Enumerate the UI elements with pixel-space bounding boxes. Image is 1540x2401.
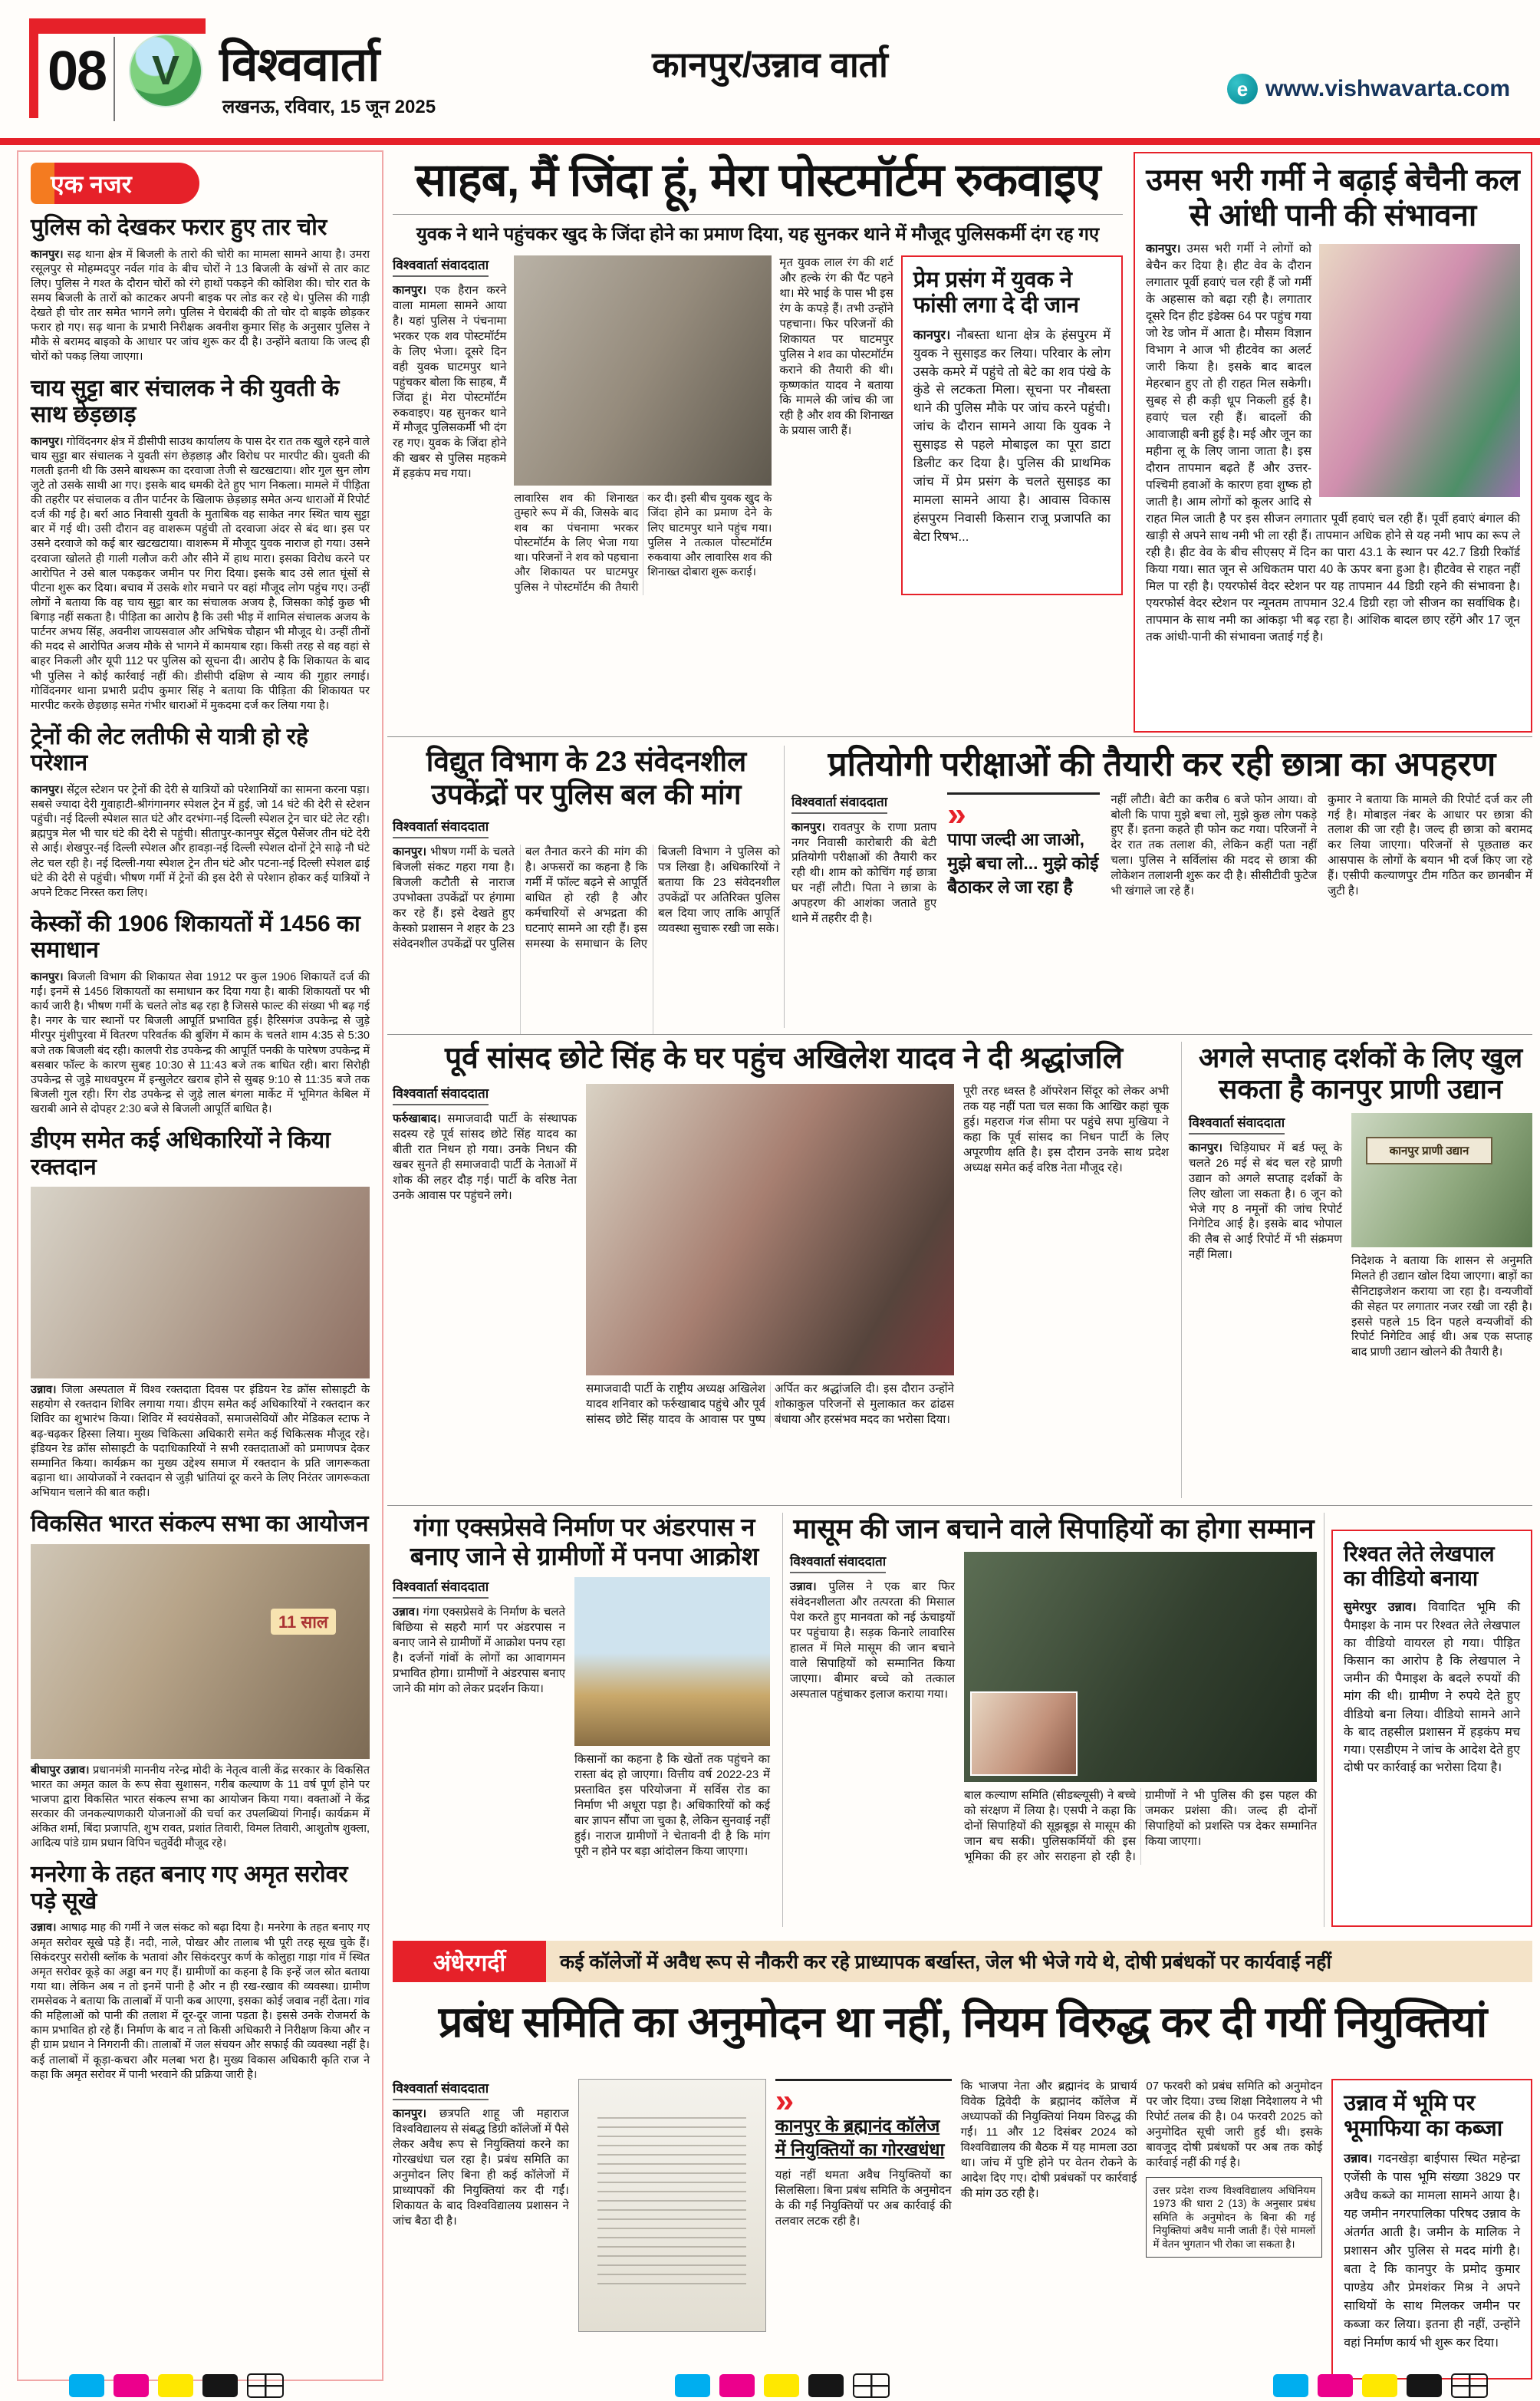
- story-col-3: [963, 1084, 1169, 1428]
- body-text: बाल कल्याण समिति (सीडब्ल्यूसी) ने बच्चे को संरक्षण में लिया है। एसपी ने कहा कि दोनों सिपाहियों की सूझबूझ से मासूम की जान बच सकी। पुलिसकर्मियों की इस भूमिका की हर ओर सराहना हो रही है। ग्रामीणों ने भी पुलिस की इस पहल की जमकर प्रशंसा की। जल्द ही दोनों सिपाहियों को प्रशस्ति पत्र देकर सम्मानित किया जाएगा।: [964, 1789, 1317, 1864]
- dateline: कानपुर।: [913, 328, 951, 342]
- brief-article: [31, 911, 370, 1117]
- body-text: [790, 1579, 955, 1702]
- left-briefs-column: [17, 150, 383, 2381]
- body-text: [1344, 1599, 1520, 1777]
- body-text: उमस भरी गर्मी ने लोगों को बेचैन कर दिया है। हीट वेव के दौरान लगातार पूर्वी हवाएं चल रही हैं जो गर्मी के अहसास को बढ़ा रही है। लगातार दूसरे दिन हीट इंडेक्स 64 पर पहुंच गया जो रेड जोन में आता है। मौसम विज्ञान विभाग ने आज भी हीटवेव का अलर्ट जारी किया है। इसके बाद बादल मेहरबान हुए तो ही राहत मिल सकेगी। सुबह से ही कड़ी धूप निकली हुई है। हवाएं चल रही हैं। बादलों की आवाजाही बनी हुई है। मई और जून का महीना लू के लिए जाना जाता है। इस दौरान तापमान बढ़ते हैं और उत्तर-पश्चिमी हवाओं के कारण हवा शुष्क हो जाती है। आम लोगों को कूलर आदि से राहत मिल जाती है पर इस सीजन लगातार पूर्वी हवाएं चल रही हैं। पूर्वी हवाएं बंगाल की खाड़ी से अपने साथ नमी भी ला रही हैं। तापमान अधिक होने से यह नमी भाप का रूप ले रही है। हीट वेव के बीच सीएसए में दिन का पारा 43.1 के स्थान पर 42.7 डिग्री रिकॉर्ड किया गया। सात जून से अधिकतम पारा 40 के ऊपर बना हुआ है। हीटवेव से राहत नहीं मिल पा रही है। एयरफोर्स वेदर स्टेशन पर यह तापमान 44 डिग्री रहने की संभावना है। एयरफोर्स वेदर स्टेशन पर न्यूनतम तापमान 32.4 डिग्री रहा जो सीजन का सर्वाधिक है। तापमान के साथ नमी का आंकड़ा भी बढ़ रहा है। आंशिक बादल छाए रहेंगे और 17 जून तक आंधी-पानी की संभावना जताई गई है।: [1146, 242, 1520, 644]
- pull-quote-head: » कानपुर के ब्रह्मानंद कॉलेज में नियुक्तियों का गोरखधंधा: [775, 2116, 945, 2160]
- brief-title: डीएम समेत कई अधिकारियों ने किया रक्तदान: [31, 1128, 331, 1180]
- rescued-child-photo: [970, 1691, 1078, 1776]
- body-text: नहीं लौटी। बेटी का करीब 6 बजे फोन आया। वो बोली कि पापा मुझे बचा लो, मुझे कुछ लोग पकड़े हुए हैं। इतना कहते ही फोन कट गया। परिजनों ने देर रात तक तलाश की, लेकिन कहीं पता नहीं चला। पुलिस ने सर्विलांस की मदद से छात्रा की लोकेशन तलाशनी शुरू कर दी है। सीसीटीवी फुटेज भी खंगाले जा रहे हैं।: [1111, 792, 1318, 898]
- yellow-swatch-icon: [158, 2374, 193, 2397]
- appointment-letter-photo: [578, 2079, 766, 2332]
- byline: विश्ववार्ता संवाददाता: [1189, 1113, 1285, 1135]
- lead-story: [393, 153, 1123, 595]
- body-text: [1344, 2150, 1520, 2353]
- globe-icon: [1227, 74, 1258, 104]
- briefs-badge: एक नजर: [31, 163, 199, 204]
- byline: विश्ववार्ता संवाददाता: [393, 1084, 489, 1105]
- dateline: उन्नाव।: [31, 1384, 57, 1397]
- body-text: गदनखेड़ा बाईपास स्थित महेन्द्रा एजेंसी के पास भूमि संख्या 3829 पर अवैध कब्जे का मामला सामने आया है। यह जमीन नगरपालिका परिषद उन्नाव के अंतर्गत आती है। जमीन के मालिक ने प्रशासन और पुलिस से मदद मांगी है। बता दे कि कानपुर के प्रमोद कुमार पाण्डेय और प्रेमशंकर मिश्र ने अपने साथियों के साथ मिलकर जमीन पर कब्जा कर लिया। इतना ही नहीं, उन्होंने वहां निर्माण कार्य भी शुरू कर दिया।: [1344, 2152, 1520, 2350]
- kicker-strip: [393, 1941, 1532, 1982]
- dateline: उन्नाव।: [393, 1605, 420, 1619]
- yellow-swatch-icon: [1362, 2374, 1397, 2397]
- brief-body: [31, 783, 370, 901]
- heatwave-street-photo: [1319, 244, 1520, 497]
- masthead-title: विश्ववार्ता: [219, 38, 380, 91]
- weather-story: [1134, 152, 1532, 733]
- brief-article: [31, 215, 370, 365]
- story-col-1: [790, 1552, 955, 1865]
- kidnapping-story: [791, 746, 1532, 927]
- black-swatch-icon: [202, 2374, 238, 2397]
- dateline: उन्नाव।: [31, 1922, 57, 1935]
- body-text: किसानों का कहना है कि खेतों तक पहुंचने का रास्ता बंद हो जाएगा। वित्तीय वर्ष 2022-23 में प्रस्तावित इस परियोजना में सर्विस रोड का निर्माण भी अधूरा पड़ा है। अधिकारियों को कई बार ज्ञापन सौंपा जा चुका है, लेकिन सुनवाई नहीं हुई। नाराज ग्रामीणों ने चेतावनी दी है कि मांग पूरी न होने पर बड़ा आंदोलन किया जाएगा।: [574, 1752, 770, 1858]
- brief-article: [31, 1128, 370, 1500]
- body-text: नौबस्ता थाना क्षेत्र के हंसपुरम में युवक ने सुसाइड कर लिया। परिवार के लोग उसके कमरे में पहुंचे तो बेटे का शव पंखे के कुंडे से लटकता मिला। सूचना पर नौबस्ता थाने की पुलिस मौके पर जांच करने पहुंची। जांच के दौरान सामने आया कि युवक ने सुसाइड से पहले मोबाइल का पूरा डाटा डिलीट कर दिया है। पुलिस की प्राथमिक जांच में प्रेम प्रसंग के चलते सुसाइड का मामला सामने आया है। आवास विकास हंसपुरम निवासी किसान राजू प्रजापति का बेटा रिषभ...: [913, 328, 1111, 544]
- box-headline: प्रेम प्रसंग में युवक ने फांसी लगा दे दी जान: [913, 268, 1079, 318]
- byline: विश्ववार्ता संवाददाता: [790, 1552, 886, 1573]
- sankalp-sabha-photo: [31, 1544, 370, 1759]
- column-divider: [1181, 1042, 1182, 1498]
- brief-body: [31, 1921, 370, 2082]
- body-text: चिड़ियाघर में बर्ड फ्लू के चलते 26 मई से बंद चल रहे प्राणी उद्यान को अगले सप्ताह दर्शकों के लिए खोला जा सकता है। 6 जून को भेजे गए 8 नमूनों की जांच रिपोर्ट निगेटिव आई है। इसके बाद भोपाल की लैब से आई रिपोर्ट में भी संक्रमण नहीं मिला।: [1189, 1141, 1343, 1262]
- dateline: कानपुर।: [791, 820, 826, 834]
- land-mafia-box: [1331, 2079, 1532, 2380]
- body-text: विवादित भूमि की पैमाइश के नाम पर रिश्वत लेते लेखपाल का वीडियो वायरल हो गया। पीड़ित किसान का आरोप है कि लेखपाल ने जमीन की पैमाइश के बदले रुपयों की मांग की थी। ग्रामीण ने रुपये देते हुए वीडियो बना लिया। वीडियो सामने आने के बाद तहसील प्रशासन में हड़कंप मच गया। एसडीएम ने जांच के आदेश देते हुए दोषी पर कार्रवाई का भरोसा दिया है।: [1344, 1601, 1521, 1775]
- story-col-2: [1111, 792, 1317, 927]
- body-text: समाजवादी पार्टी के राष्ट्रीय अध्यक्ष अखिलेश यादव शनिवार को फर्रुखाबाद पहुंचे और पूर्व सांसद छोटे सिंह यादव के आवास पर पुष्प अर्पित कर श्रद्धांजलि दी। इस दौरान उन्होंने शोकाकुल परिजनों से मुलाकात कर ढांढस बंधाया और हरसंभव मदद का भरोसा दिया।: [586, 1382, 954, 1426]
- dateline: कानपुर।: [31, 970, 64, 983]
- story-col-3: [961, 2079, 1137, 2380]
- byline: विश्ववार्ता संवाददाता: [393, 1577, 489, 1599]
- band-divider: [387, 736, 1532, 737]
- cyan-swatch-icon: [1273, 2374, 1308, 2397]
- pull-quote: [775, 2079, 952, 2380]
- dateline: कानपुर।: [1146, 242, 1181, 255]
- dateline: कानपुर।: [1189, 1141, 1223, 1154]
- body-text: जिला अस्पताल में विश्व रक्तदाता दिवस पर इंडियन रेड क्रॉस सोसाइटी के सहयोग से रक्तदान शिविर लगाया गया। डीएम समेत कई अधिकारियों ने रक्तदान कर शिविर का शुभारंभ किया। शिविर में स्वयंसेवकों, समाजसेवियों और मेडिकल स्टाफ ने बढ़-चढ़कर हिस्सा लिया। मुख्य चिकित्सा अधिकारी समेत कई चिकित्सक मौजूद रहे। इंडियन रेड क्रॉस सोसाइटी के पदाधिकारियों ने सभी रक्तदाताओं को प्रमाणपत्र देकर सम्मानित किया। कार्यक्रम का मुख्य उद्देश्य समाज में रक्तदान के प्रति जागरूकता बढ़ाना था। आयोजकों ने रक्तदान से जुड़ी भ्रांतियां दूर करने के लिए निरंतर जागरूकता अभियान चलाने की बात कही।: [31, 1384, 370, 1499]
- logo-letter: V: [151, 48, 180, 94]
- power-substations-story: [393, 746, 780, 1035]
- dateline: कानपुर।: [31, 248, 64, 261]
- body-text: पुलिस ने एक बार फिर संवेदनशीलता और तत्परता की मिसाल पेश करते हुए मानवता को नई ऊंचाइयों पर पहुंचाया है। सड़क किनारे लावारिस हालत में मिले मासूम की जान बचाने वाले सिपाहियों को सम्मानित किया जाएगा। बीमार बच्चे को तत्काल अस्पताल पहुंचाकर इलाज कराया गया।: [790, 1580, 955, 1701]
- brief-title: केस्कों की 1906 शिकायतों में 1456 का समाधान: [31, 911, 360, 963]
- story-col-1: [393, 1577, 565, 1859]
- header-rule: [0, 138, 1540, 145]
- brief-article: [31, 724, 370, 901]
- body-text: [1189, 1141, 1342, 1263]
- story-col-1: [393, 2079, 569, 2380]
- globe-letter: e: [1236, 77, 1249, 100]
- magenta-swatch-icon: [1318, 2374, 1353, 2397]
- story-col-4: [1146, 2079, 1322, 2380]
- brief-body: [31, 1764, 370, 1852]
- lead-col-4: [779, 255, 893, 595]
- body-text: मृत युवक लाल रंग की शर्ट और हल्के रंग की पैंट पहने था। मेरे भाई के पास भी इस रंग के कपड़े हैं। तभी उन्होंने पहचाना। फिर परिजनों की शिकायत पर घाटमपुर पुलिस ने शव का पोस्टमॉर्टम कराने की तैयारी की थी। कृष्णकांत यादव ने बताया कि मामले की जांच की जा रही है और शव की शिनाख्त के प्रयास जारी हैं।: [779, 256, 893, 438]
- body-text: सेंट्रल स्टेशन पर ट्रेनों की देरी से यात्रियों को परेशानियों का सामना करना पड़ा। सबसे ज्यादा देरी गुवाहाटी-श्रीगंगानगर स्पेशल ट्रेन में हुई, जो 14 घंटे की देरी से स्टेशन पहुंची। नई दिल्ली स्पेशल सात घंटे और दरभंगा-नई दिल्ली स्पेशल ट्रेन चार घंटे लेट रही। ब्रह्मपुत्र मेल भी चार घंटे की देरी से पहुंची। सीतापुर-कानपुर सेंट्रल पैसेंजर तीन घंटे देरी से आई। शेखपुर-नई दिल्ली स्पेशल और हावड़ा-नई दिल्ली स्पेशल दोनों ट्रेने साढ़े नौ घंटे लेट चल रही है। नई दिल्ली-गया स्पेशल ट्रेन तीन घंटे और पटना-नई दिल्ली स्पेशल ढाई घंटे की देरी से पहुंची। भीषण गर्मी में ट्रेनों की इस देरी से परेशान होकर कई यात्रियों ने अपने टिकट निरस्त करा लिए।: [31, 783, 370, 899]
- edition-dateline: लखनऊ, रविवार, 15 जून 2025: [222, 97, 436, 117]
- body-text: 07 फरवरी को प्रबंध समिति को अनुमोदन पर जोर दिया। उच्च शिक्षा निदेशालय ने भी रिपोर्ट तलब की है। 04 फरवरी 2025 को अनुमोदित सूची जारी हुई थी। इसके बावजूद दोषी प्रबंधकों पर अब तक कोई कार्रवाई नहीं की गई है।: [1146, 2080, 1323, 2169]
- lead-headline: साहब, मैं जिंदा हूं, मेरा पोस्टमॉर्टम रुकवाइए: [415, 154, 1101, 206]
- band-divider: [387, 1505, 1532, 1506]
- page-number: 08: [48, 41, 107, 102]
- blood-donation-photo: [31, 1187, 370, 1378]
- brief-title: ट्रेनों की लेट लतीफी से यात्री हो रहे परेशान: [31, 723, 308, 776]
- zoo-gate-photo: [1351, 1113, 1532, 1247]
- brief-body: [31, 1383, 370, 1500]
- body-text: कुमार ने बताया कि मामले की रिपोर्ट दर्ज कर ली गई है। मोबाइल नंबर के आधार पर छात्रा की तलाश की जा रही है। जल्द ही छात्रा को बरामद कर लिया जाएगा। परिजनों से पूछताछ कर आसपास के लोगों के बयान भी दर्ज किए जा रहे हैं। एसीपी कल्याणपुर टीम गठित कर छानबीन में जुटी है।: [1328, 792, 1533, 898]
- police-constables-photo: [964, 1552, 1317, 1782]
- police-station-photo: [514, 255, 772, 486]
- brief-article: [31, 376, 370, 713]
- weather-headline: उमस भरी गर्मी ने बढ़ाई बेचैनी कल से आंधी पानी की संभावना: [1146, 163, 1520, 232]
- brief-body: [31, 435, 370, 713]
- rule-info-box: उत्तर प्रदेश राज्य विश्वविद्यालय अधिनियम 1973 की धारा 2 (13) के अनुसार प्रबंध समिति के अनुमोदन के बिना की गई नियुक्तियां अवैध मानी जाती हैं। ऐसे मामलों में वेतन भुगतान भी रोका जा सकता है।: [1146, 2177, 1322, 2258]
- black-swatch-icon: [808, 2374, 844, 2397]
- story-col-2: [964, 1552, 1317, 1865]
- zoo-gate-sign: कानपुर प्राणी उद्यान: [1366, 1137, 1492, 1164]
- brief-title: विकसित भारत संकल्प सभा का आयोजन: [31, 1511, 369, 1537]
- villagers-protest-photo: [574, 1577, 770, 1746]
- body-text: [393, 1605, 565, 1697]
- bottom-headline: प्रबंध समिति का अनुमोदन था नहीं, नियम विरुद्ध कर दी गयीं नियुक्तियां: [438, 1998, 1487, 2046]
- body-text: बिजली विभाग की शिकायत सेवा 1912 पर कुल 1906 शिकायतें दर्ज की गईं। इनमें से 1456 शिकायतों का समाधान कर दिया गया है। बाकी शिकायतों पर भी कार्य जारी है। भीषण गर्मी के चलते लोड बढ़ रहा है जिससे फाल्ट की संख्या भी बढ़ गई है। नगर के चार स्थानों पर बिजली आपूर्ति प्रभावित हुई। हैरिसगंज उपकेन्द्र से जुड़े मीरपुर मुंशीपुरवा में वितरण परिवर्तक की बुशिंग में काम के चलते शाम 4:35 से 5:30 बजे तक बिजली बंद रही। कालपी रोड उपकेन्द्र की आपूर्ति पनकी के पारेषण उपकेन्द्र में बसबार फॉल्ट के कारण सुबह 10:30 से 11:43 बजे तक बाधित रही। बारा सिरोही उपकेन्द्र से जुड़े माधवपुरम में इन्सुलेटर खराब होने से सुबह 9:10 से 11:35 बजे तक बिजली गुल रही। रिंग रोड उपकेन्द्र से जुड़े लाल बंगला मार्केट में भूमिगत केबिल में खराबी आने से दोपहर 2:30 बजे से बिजली आपूर्ति बाधित है।: [31, 970, 370, 1115]
- story-col-2: [1351, 1113, 1532, 1361]
- child-rescue-story: [790, 1513, 1318, 1865]
- dateline: कानपुर।: [31, 435, 64, 448]
- kicker-label: अंधेरगर्दी: [393, 1941, 546, 1982]
- body-text: [393, 283, 506, 482]
- body-text: कि भाजपा नेता और ब्रह्मानंद के प्राचार्य विवेक द्विवेदी के ब्रह्मानंद कॉलेज में अध्यापकों की नियुक्तियां नियम विरुद्ध की गईं। 11 और 12 दिसंबर 2024 को विश्वविद्यालय की बैठक में यह मामला उठा था। जांच में पुष्टि होने पर वेतन रोकने के आदेश दिए गए। दोषी प्रबंधकों पर कार्रवाई की मांग उठ रही है।: [960, 2080, 1137, 2200]
- lead-col-1: [393, 255, 506, 595]
- body-text: छत्रपति शाहू जी महाराज विश्वविद्यालय से संबद्ध डिग्री कॉलेजों में पैसे लेकर अवैध रूप से नियुक्तियां करने का गोरखधंधा चल रहा है। प्रबंध समिति का अनुमोदन लिए बिना ही कई कॉलेजों में प्राध्यापकों की नियुक्तियां कर दी गईं। शिकायत के बाद विश्वविद्यालय प्रशासन ने जांच बैठा दी है।: [393, 2107, 569, 2228]
- dateline: कानपुर।: [393, 284, 427, 297]
- registration-mark-icon: [247, 2373, 284, 2398]
- banner-text: 11 साल: [271, 1609, 336, 1635]
- body-text: सढ़ थाना क्षेत्र में बिजली के तारो की चोरी का मामला सामने आया है। उमरा रसूलपुर से मोहम्मदपुर नर्वल गांव के बीच चोरों ने 13 बिजली के खंभों से तार काट लिए। पुलिस ने गश्त के दौरान चोरों को रंगे हाथों पकड़ने की कोशिश की। चोर रात के समय बिजली के तारों को काटकर अपनी बाइक पर लोड कर रहे थे। पुलिस की गाड़ी देखते ही चोर तार समेत भागने लगे। पुलिस ने घेराबंदी की तो चोर दो बाइके छोड़कर फरार हो गए। सढ़ थाना के प्रभारी निरीक्षक अवनीश कुमार सिंह के अनुसार पुलिस ने मौके से बरामद बाइको के आधार पर जांच शुरू कर दी है। उन्होंने बताया कि जल्द ही चोरों को पकड़ लिया जाएगा।: [31, 248, 370, 364]
- registration-mark-icon: [1451, 2373, 1488, 2398]
- story-headline: प्रतियोगी परीक्षाओं की तैयारी कर रही छात्रा का अपहरण: [828, 746, 1496, 783]
- brief-body: [31, 248, 370, 365]
- story-headline: मासूम की जान बचाने वाले सिपाहियों का होगा सम्मान: [793, 1513, 1315, 1544]
- dateline: कानपुर।: [31, 783, 64, 796]
- brief-title: चाय सुट्टा बार संचालक ने की युवती के साथ छेड़छाड़: [31, 375, 340, 427]
- brief-title: पुलिस को देखकर फरार हुए तार चोर: [31, 215, 327, 240]
- column-divider: [784, 746, 785, 1028]
- akhilesh-tribute-photo: [586, 1084, 954, 1375]
- dateline: बीघापुर उन्नाव।: [31, 1764, 90, 1777]
- body-text: प्रधानमंत्री माननीय नरेन्द्र मोदी के नेतृत्व वाली केंद्र सरकार के विकसित भारत का अमृत काल के रूप सेवा सुशासन, गरीब कल्याण के 11 वर्ष पूर्ण होने पर भाजपा द्वारा विकसित भारत संकल्प सभा का आयोजन किया गया। वक्ताओं ने केंद्र सरकार की जनकल्याणकारी योजनाओं की चर्चा कर उपलब्धियां गिनाईं। कार्यक्रम में अंकित शर्मा, बिंदा प्रजापति, शुभ रावत, प्रशांत तिवारी, विमल तिवारी, आशुतोष शुक्ला, आदित्य पांडे ग्राम प्रधान विपिन चतुर्वेदी मौजूद रहे।: [31, 1764, 370, 1850]
- tribute-story: [393, 1042, 1175, 1428]
- registration-mark-icon: [853, 2373, 890, 2398]
- print-registration-marks: [675, 2373, 890, 2398]
- body-text: [913, 327, 1111, 547]
- lead-subhead: युवक ने थाने पहुंचकर खुद के जिंदा होने का प्रमाण दिया, यह सुनकर थाने में मौजूद पुलिसकर्मी दंग रह गए: [393, 214, 1123, 246]
- section-title: कानपुर/उन्नाव वार्ता: [652, 44, 888, 84]
- body-text: एक हैरान करने वाला मामला सामने आया है। यहां पुलिस ने पंचनामा भरकर एक शव पोस्टमॉर्टम के लिए भेजा। दूसरे दिन वही युवक घाटमपुर थाने पहुंचकर बोला कि साहब, मैं जिंदा हूं। मेरा पोस्टमॉर्टम रुकवाइए। यह सुनकर थाने में मौजूद पुलिसकर्मी भी दंग रह गए। युवक के जिंदा होने की खबर से पुलिस महकमे में हड़कंप मच गया।: [393, 284, 507, 481]
- story-headline: विद्युत विभाग के 23 संवेदनशील उपकेंद्रों पर पुलिस बल की मांग: [426, 746, 747, 810]
- body-text: लावारिस शव की शिनाख्त तुम्हारे रूप में की, जिसके बाद शव का पंचनामा भरकर पोस्टमॉर्टम के लिए भेजा गया था। परिजनों ने शव को पहचाना और शिकायत पर घाटमपुर पुलिस ने पोस्टमॉर्टम की तैयारी कर दी। इसी बीच युवक खुद के जिंदा होने का प्रमाण देने के लिए घाटमपुर थाने पहुंच गया। पुलिस ने तत्काल पोस्टमॉर्टम रुकवाया और लावारिस शव की शिनाख्त दोबारा शुरू कराई।: [514, 492, 772, 594]
- body-text: पूरी तरह ध्वस्त है ऑपरेशन सिंदूर को लेकर अभी तक यह नहीं पता चल सका कि आखिर कहां चूक हुई। महराज गंज सीमा पर पहुंचे सपा मुखिया ने कहा कि पूर्व सांसद का निधन पार्टी के लिए अपूरणीय क्षति है। इस दौरान उनके साथ प्रदेश अध्यक्ष समेत कई वरिष्ठ नेता मौजूद रहे।: [963, 1084, 1169, 1174]
- body-text: गोविंदनगर क्षेत्र में डीसीपी साउथ कार्यालय के पास देर रात तक खुले रहने वाले चाय सुट्टा बार संचालक ने युवती संग छेड़छाड़ और विरोध पर मारपीट की। युवती की गलती इतनी थी कि उसने बाथरूम का दरवाजा तेजी से खटखटाया। शोर गुल सुन लोग जुटे तो उसके साथी आ गए। इसके बाद धमकी देते हुए भाग निकला। मामले में पीड़िता की तहरीर पर संचालक व तीन पार्टनर के खिलाफ छेड़छाड़ समेत अन्य धाराओं में रिपोर्ट दर्ज की गई है। बर्रा आठ निवासी युवती के मुताबिक वह साकेत नगर स्थित चाय सुट्टा बार में गई थी। उसी दौरान वह वाशरूम पहुंची तो दरवाजा अंदर से बंद था। इस पर उसने दरवाजे को कई बार खटखटाया। वाशरूम में मौजूद युवक नाराज हो गया। उसने दरवाजा खोलते ही गाली गलौज करी और सीने में हाथ मारा। इसका विरोध करने पर आरोपित ने उसे बाल पकड़कर जमीन पर गिरा दिया। इसके बाद उसे लात घूंसों से पीटना शुरू कर दिया। बचाव में उसके शोर मचाने पर वहां मौजूद लोग पहुंच गए। उन्हीं लोगों ने बताया कि वह चाय सुट्टा बार का संचालक अजय है, जिसका कोई कुछ भी बिगाड़ नहीं सकता है। पीड़िता का आरोप है कि उसी भीड़ में शामिल संचालक अजय के पार्टनर अभय सिंह, अवनीश जायसवाल और अभिषेक चौहान भी मौजूद थे। उन्हीं तीनों की मदद से आरोपित अजय मौके से भागने में कामयाब रहा। किसी तरह से वह वहां से बाहर निकली और यूपी 112 पर पुलिस को सूचना दी। आरोप है कि शिकायत के बाद भी पुलिस ने कोई कार्रवाई नहीं की। डीसीपी दक्षिण से न्याय की गुहार लगाई। गोविंदनगर थाना प्रभारी प्रदीप कुमार सिंह ने बताया कि पीड़िता की शिकायत पर मारपीट करके छेड़छाड़ समेत गंभीर धाराओं में मुकदमा दर्ज कर लिया गया है।: [31, 435, 370, 712]
- body-text: निदेशक ने बताया कि शासन से अनुमति मिलते ही उद्यान खोल दिया जाएगा। बाड़ों का सैनिटाइजेशन कराया जा रहा है। वन्यजीवों की सेहत पर लगातार नजर रखी जा रही है। इससे पहले 15 दिन पहले वन्यजीवों की रिपोर्ट निगेटिव आई थी। अब एक सप्ताह बाद प्राणी उद्यान खोलने की तैयारी है।: [1351, 1253, 1532, 1359]
- body-text: समाजवादी पार्टी के संस्थापक सदस्य रहे पूर्व सांसद छोटे सिंह यादव का बीती रात निधन हो गया। उनके निधन की खबर सुनते ही समाजवादी पार्टी के नेताओं में शोक की लहर दौड़ गई। पार्टी के वरिष्ठ नेता उनके आवास पर पहुंचने लगे।: [393, 1112, 577, 1202]
- cyan-swatch-icon: [675, 2374, 710, 2397]
- website-url[interactable]: www.vishwavarta.com: [1265, 76, 1511, 101]
- byline: विश्ववार्ता संवाददाता: [393, 255, 489, 277]
- pull-quote-body: यहां नहीं थमता अवैध नियुक्तियों का सिलसिला। बिना प्रबंध समिति के अनुमोदन के की गईं नियुक्तियों पर अब कार्रवाई की तलवार लटक रही है।: [775, 2169, 952, 2228]
- dateline: कानपुर।: [393, 845, 427, 859]
- box-headline: उन्नाव में भूमि पर भूमाफिया का कब्जा: [1344, 2091, 1503, 2142]
- story-headline: गंगा एक्सप्रेसवे निर्माण पर अंडरपास न बनाए जाने से ग्रामीणों में पनपा आक्रोश: [410, 1513, 759, 1570]
- column-divider: [782, 1513, 783, 1927]
- body-text: आषाढ़ माह की गर्मी ने जल संकट को बढ़ा दिया है। मनरेगा के तहत बनाए गए अमृत सरोवर सूखे पड़े हैं। नदी, नाले, पोखर और तालाब भी पूरी तरह सूख चुके हैं। सिकंदरपुर सरोसी ब्लॉक के भतावां और सिकंदरपुर कर्ण के कोलुहा गाड़ा गांव में स्थित अमृत सरोवर कूड़े का अड्डा बन गए हैं। ग्रामीणों का कहना है कि इन्हें जल स्रोत बताया गया था। लेकिन अब न तो इनमें पानी है और न ही रख-रखाव की व्यवस्था। ग्रामीण रामसेवक ने बताया कि तालाबों में पानी कब आएगा, इसका कोई जवाब नहीं देता। गांव की महिलाओं को पानी की तलाश में दूर-दूर जाना पड़ता है। इससे उनके रोजमर्रा के काम प्रभावित हो रहे हैं। निर्माण के बाद न तो किसी अधिकारी ने निरीक्षण किया और न ही ग्राम प्रधान ने निगरानी की। तालाबों में जल संचयन और सफाई की व्यवस्था नहीं है। कई तालाबों में कूड़ा-कचरा और मलबा भरा है। मुख्य विकास अधिकारी कृति राज ने कहा कि अमृत सरोवर में पानी भरवाने की प्रक्रिया जारी है।: [31, 1922, 370, 2081]
- brief-title: मनरेगा के तहत बनाए गए अमृत सरोवर पड़े सूखे: [31, 1862, 348, 1914]
- website-block: [1227, 74, 1510, 104]
- dateline: उन्नाव।: [1344, 2152, 1373, 2166]
- yellow-swatch-icon: [764, 2374, 799, 2397]
- suicide-box-story: [901, 255, 1123, 595]
- magenta-swatch-icon: [719, 2374, 755, 2397]
- pull-quote-text: » पापा जल्दी आ जाओ, मुझे बचा लो... मुझे कोई बैठाकर ले जा रहा है: [947, 828, 1099, 897]
- story-headline: अगले सप्ताह दर्शकों के लिए खुल सकता है कानपुर प्राणी उद्यान: [1198, 1042, 1523, 1105]
- print-registration-marks: [69, 2373, 284, 2398]
- box-headline: रिश्वत लेते लेखपाल का वीडियो बनाया: [1344, 1542, 1495, 1591]
- bribery-video-box: [1331, 1530, 1532, 1927]
- lead-col-middle: [514, 255, 772, 595]
- dateline: सुमेरपुर उन्नाव।: [1344, 1601, 1417, 1615]
- story-headline: पूर्व सांसद छोटे सिंह के घर पहुंच अखिलेश यादव ने दी श्रद्धांजलि: [444, 1042, 1124, 1075]
- story-col-1: [1189, 1113, 1342, 1361]
- brief-body: [31, 970, 370, 1117]
- cyan-swatch-icon: [69, 2374, 104, 2397]
- body-text: गंगा एक्सप्रेसवे के निर्माण के चलते बिछिया से सहरौ मार्ग पर अंडरपास न बनाए जाने से ग्रामीणों में आक्रोश पनप रहा है। दर्जनों गांवों के लोगों का आवागमन प्रभावित होगा। ग्रामीणों ने अंडरपास बनाए जाने की मांग को लेकर प्रदर्शन किया।: [393, 1605, 566, 1695]
- byline: विश्ववार्ता संवाददाता: [393, 817, 489, 838]
- dateline: कानपुर।: [393, 2107, 427, 2120]
- body-text: [393, 2106, 569, 2229]
- story-col-2: [574, 1577, 770, 1859]
- body-text: [791, 820, 936, 927]
- body-text: रावतपुर के राणा प्रताप नगर निवासी कारोबारी की बेटी प्रतियोगी परीक्षाओं की तैयारी कर रही थी। शाम को कोचिंग गई छात्रा घर नहीं लौटी। पिता ने छात्रा के अपहरण की आशंका जताते हुए थाने में तहरीर दी है।: [791, 820, 937, 926]
- band-divider: [387, 1034, 1532, 1035]
- story-col-1: [791, 792, 936, 927]
- body-text: [393, 1112, 577, 1204]
- brief-article: [31, 1862, 370, 2082]
- story-col-middle: [586, 1084, 954, 1428]
- story-col-2: [578, 2079, 766, 2380]
- story-col-3: [1328, 792, 1532, 927]
- dateline: फर्रुखाबाद।: [393, 1112, 441, 1125]
- body-text: [393, 845, 780, 1035]
- dateline: उन्नाव।: [790, 1580, 817, 1594]
- kicker-text: कई कॉलेजों में अवैध रूप से नौकरी कर रहे प्राध्यापक बर्खास्त, जेल भी भेजे गये थे, दोषी प्रबंधकों पर कार्यवाई नहीं: [546, 1941, 1532, 1982]
- expressway-protest-story: [393, 1513, 776, 1859]
- byline: विश्ववार्ता संवाददाता: [791, 792, 887, 814]
- brief-article: [31, 1511, 370, 1851]
- magenta-swatch-icon: [114, 2374, 149, 2397]
- story-col-1: [393, 1084, 577, 1428]
- zoo-reopening-story: [1189, 1042, 1532, 1360]
- body-text: भीषण गर्मी के चलते बिजली संकट गहरा गया है। बिजली कटौती से नाराज उपभोक्ता उपकेंद्रों पर हंगामा कर रहे हैं। इसे देखते हुए केस्को प्रशासन ने शहर के 23 संवेदनशील उपकेंद्रों पर पुलिस बल तैनात करने की मांग की है। अफसरों का कहना है कि गर्मी में फॉल्ट बढ़ने से आपूर्ति बाधित हो रही है और कर्मचारियों से अभद्रता की घटनाएं सामने आ रही हैं। इस समस्या के समाधान के लिए बिजली विभाग ने पुलिस को पत्र लिखा है। अधिकारियों ने बताया कि 23 संवेदनशील उपकेंद्रों पर अतिरिक्त पुलिस बल दिया जाए ताकि आपूर्ति व्यवस्था सुचारू रखी जा सके।: [393, 845, 780, 950]
- byline: विश्ववार्ता संवाददाता: [393, 2079, 489, 2100]
- bottom-story: [393, 2079, 1532, 2380]
- print-registration-marks: [1273, 2373, 1488, 2398]
- black-swatch-icon: [1407, 2374, 1442, 2397]
- pull-quote: [947, 792, 1100, 927]
